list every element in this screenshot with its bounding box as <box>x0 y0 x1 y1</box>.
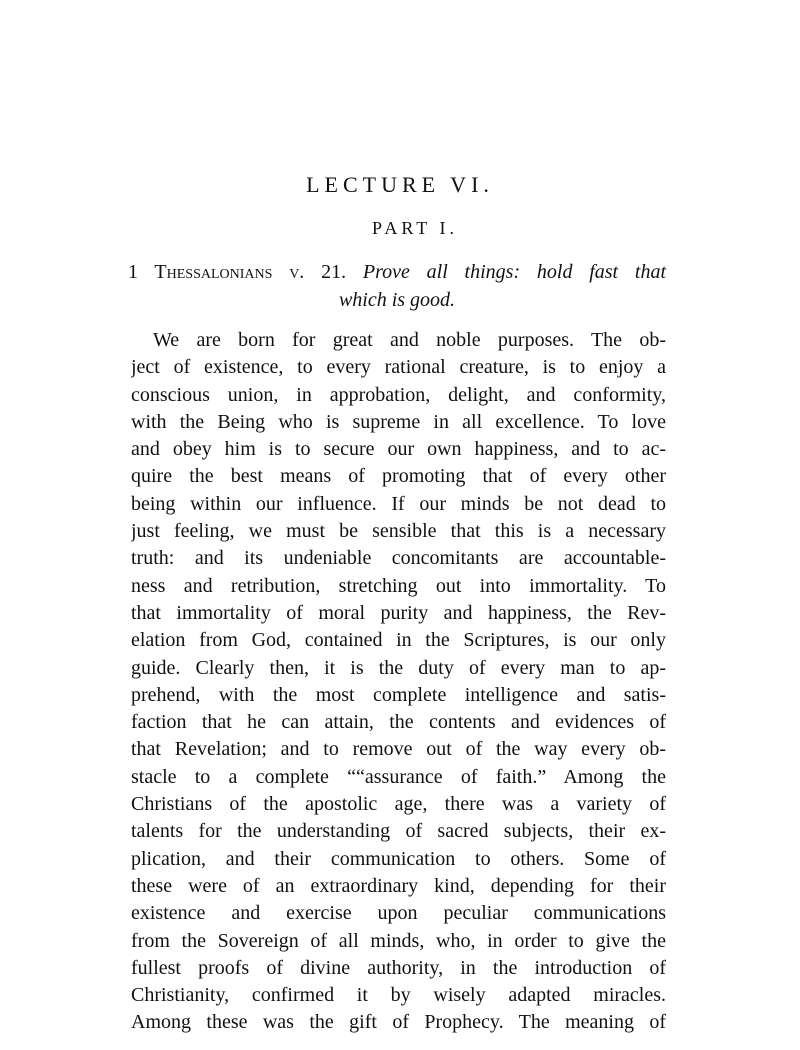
body-line: conscious union, in approbation, delight, and conformity, <box>131 383 666 406</box>
scripture-reference: 1 Thessalonians v. 21. <box>128 261 347 283</box>
body-line: that Revelation; and to remove out of the way every ob- <box>131 738 666 761</box>
body-line: stacle to a complete ““assurance of faith.” Among the <box>131 765 666 788</box>
body-line: that immortality of moral purity and happiness, the Rev- <box>131 601 666 624</box>
body-line: these were of an extraordinary kind, depending for their <box>131 874 666 897</box>
body-line: ject of existence, to every rational creature, is to enjoy a <box>131 356 666 379</box>
body-line: from the Sovereign of all minds, who, in order to give the <box>131 929 666 952</box>
epigraph-quote-part-2: which is good. <box>338 289 456 311</box>
body-line: with the Being who is supreme in all excellence. To love <box>131 410 666 433</box>
body-line: quire the best means of promoting that of every other <box>131 465 666 488</box>
body-line: being within our influence. If our minds be not dead to <box>131 492 666 515</box>
epigraph-quote-part-1: Prove all things: hold fast that <box>362 261 667 283</box>
body-line: Christianity, confirmed it by wisely adapted miracles. <box>131 984 666 1007</box>
epigraph <box>128 258 666 314</box>
body-line: faction that he can attain, the contents and evidences of <box>131 711 666 734</box>
epigraph-line-1 <box>128 258 666 286</box>
body-line: truth: and its undeniable concomitants are accountable- <box>131 547 666 570</box>
body-line: elation from God, contained in the Scriptures, is our only <box>131 629 666 652</box>
lecture-title: LECTURE VI. <box>306 172 494 197</box>
body-line: guide. Clearly then, it is the duty of every man to ap- <box>131 656 666 679</box>
body-line: We are born for great and noble purposes. The ob- <box>153 329 666 351</box>
body-line: ness and retribution, stretching out into immortality. To <box>131 574 666 597</box>
body-paragraph <box>131 327 666 1037</box>
body-line: and obey him is to secure our own happiness, and to ac- <box>131 438 666 461</box>
part-title: PART I. <box>372 218 458 238</box>
body-line: talents for the understanding of sacred subjects, their ex- <box>131 820 666 843</box>
body-line: just feeling, we must be sensible that this is a necessary <box>131 520 666 543</box>
body-line: existence and exercise upon peculiar communications <box>131 902 666 925</box>
body-line: fullest proofs of divine authority, in the introduction of <box>131 956 666 979</box>
body-line: plication, and their communication to others. Some of <box>131 847 666 870</box>
body-line: prehend, with the most complete intelligence and satis- <box>131 683 666 706</box>
body-line: Christians of the apostolic age, there was a variety of <box>131 793 666 816</box>
body-line: Among these was the gift of Prophecy. The meaning of <box>131 1011 666 1034</box>
